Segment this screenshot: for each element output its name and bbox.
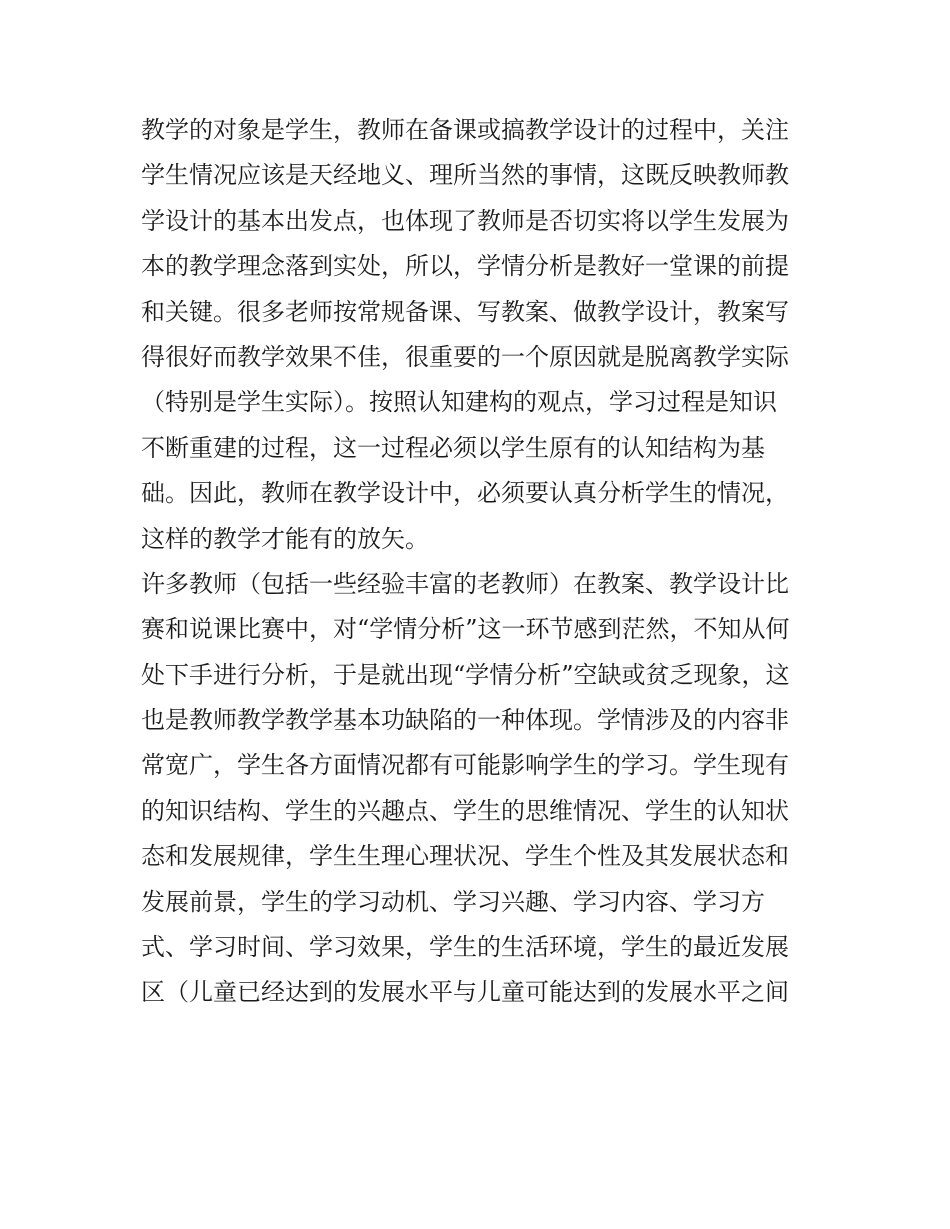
body-text <box>141 108 813 1016</box>
text-line: 也是教师教学教学基本功缺陷的一种体现。学情涉及的内容非 <box>141 706 789 735</box>
text-line: 许多教师（包括一些经验丰富的老教师）在教案、教学设计比 <box>141 569 789 598</box>
text-line: 处下手进行分析，于是就出现“学情分析”空缺或贫乏现象，这 <box>141 660 790 689</box>
text-line: 教学的对象是学生，教师在备课或搞教学设计的过程中，关注 <box>141 116 789 144</box>
text-line: 态和发展规律，学生生理心理状况、学生个性及其发展状态和 <box>141 842 789 871</box>
text-line: （特别是学生实际）。按照认知建构的观点，学习过程是知识 <box>141 388 777 417</box>
text-line: 得很好而教学效果不佳，很重要的一个原因就是脱离教学实际 <box>141 342 789 371</box>
text-line: 区（儿童已经达到的发展水平与儿童可能达到的发展水平之间 <box>141 978 789 1007</box>
text-line: 学设计的基本出发点，也体现了教师是否切实将以学生发展为 <box>141 206 789 235</box>
text-line: 常宽广，学生各方面情况都有可能影响学生的学习。学生现有 <box>141 751 789 780</box>
text-line: 础。因此，教师在教学设计中，必须要认真分析学生的情况， <box>141 479 789 508</box>
text-line: 这样的教学才能有的放矢。 <box>141 524 429 553</box>
text-line: 不断重建的过程，这一过程必须以学生原有的认知结构为基 <box>141 433 765 462</box>
text-line: 本的教学理念落到实处，所以，学情分析是教好一堂课的前提 <box>141 252 789 281</box>
text-line: 赛和说课比赛中，对“学情分析”这一环节感到茫然，不知从何 <box>141 615 790 644</box>
text-line: 发展前景，学生的学习动机、学习兴趣、学习内容、学习方 <box>141 887 765 916</box>
text-line: 的知识结构、学生的兴趣点、学生的思维情况、学生的认知状 <box>141 796 789 825</box>
text-line: 式、学习时间、学习效果，学生的生活环境，学生的最近发展 <box>141 933 789 962</box>
text-line: 学生情况应该是天经地义、理所当然的事情，这既反映教师教 <box>141 161 789 190</box>
text-line: 和关键。很多老师按常规备课、写教案、做教学设计，教案写 <box>141 297 789 326</box>
